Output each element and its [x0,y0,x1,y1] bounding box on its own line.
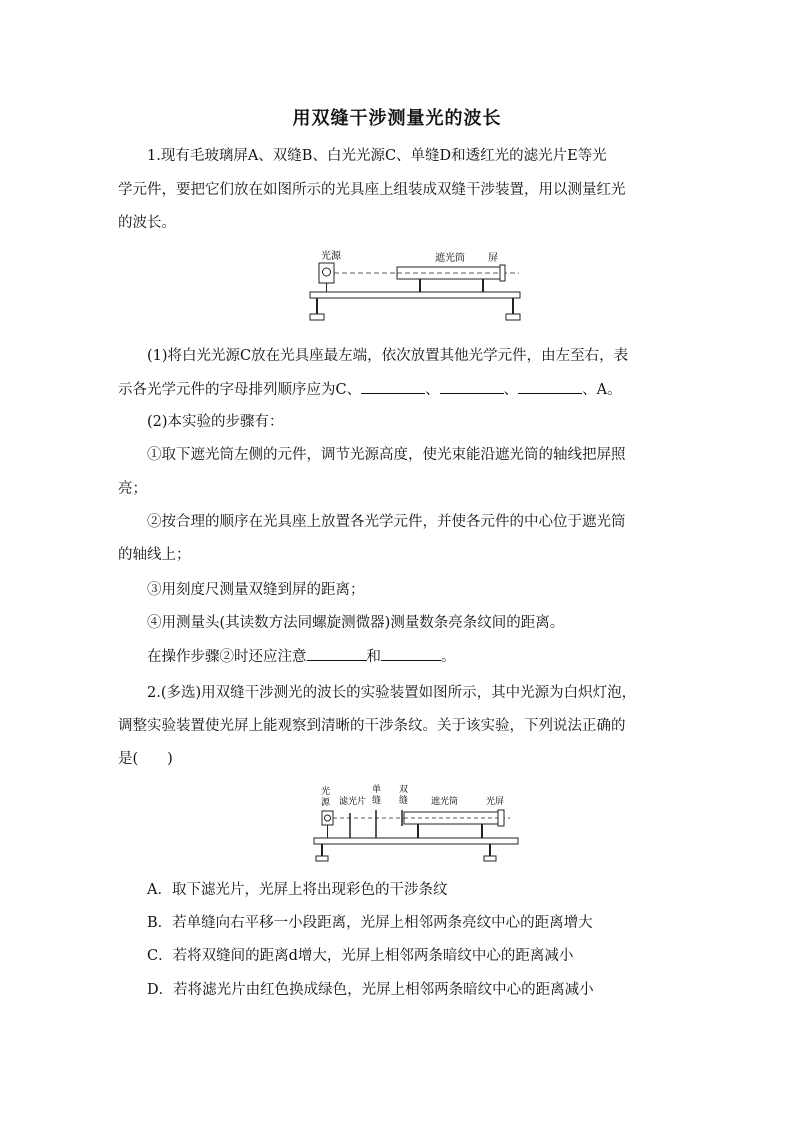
q2-apparatus-figure [310,780,522,864]
answer-blank-5[interactable] [381,646,441,661]
q1-text-line1: 1.现有毛玻璃屏A、双缝B、白光光源C、单缝D和透红光的滤光片E等光 [147,148,607,164]
answer-blank-4[interactable] [307,646,367,661]
option-b[interactable]: B．若单缝向右平移一小段距离，光屏上相邻两条亮纹中心的距离增大 [147,915,593,931]
q1-label-tube: 遮光筒 [435,253,465,264]
q2-text-line3: 是( ) [118,751,173,767]
answer-blank-3[interactable] [518,379,582,394]
step1-line2: 亮； [118,481,147,497]
step4: ④用测量头(其读数方法同螺旋测微器)测量数条亮条纹间的距离。 [147,615,565,631]
q2-label-tube: 遮光筒 [431,797,459,807]
option-c[interactable]: C．若将双缝间的距离d增大，光屏上相邻两条暗纹中心的距离减小 [147,948,574,964]
q2-label-single-2: 缝 [372,796,382,806]
step2-line1: ②按合理的顺序在光具座上放置各光学元件，并使各元件的中心位于遮光筒 [147,514,626,530]
q2-label-source-1: 光 [321,787,331,797]
step3: ③用刻度尺测量双缝到屏的距离； [147,582,365,598]
page-title: 用双缝干涉测量光的波长 [292,108,502,129]
option-a[interactable]: A．取下滤光片，光屏上将出现彩色的干涉条纹 [147,882,448,898]
note-mid: 和 [366,649,381,665]
q2-label-filter: 滤光片 [339,797,367,807]
q1-text-line2: 学元件，要把它们放在如图所示的光具座上组装成双缝干涉装置，用以测量红光 [118,182,626,198]
q2-label-single-1: 单 [372,785,382,795]
answer-blank-2[interactable] [440,379,504,394]
q2-label-screen: 光屏 [486,797,505,807]
q1-text-line3: 的波长。 [118,215,176,231]
q1-label-source: 光源 [321,251,341,262]
step1-line1: ①取下遮光筒左侧的元件，调节光源高度，使光束能沿遮光筒的轴线把屏照 [147,447,626,463]
note-prefix: 在操作步骤②时还应注意 [147,649,307,665]
q1-part1-line2 [118,379,678,400]
q1-part1-prefix: 示各光学元件的字母排列顺序应为C、 [118,382,362,398]
q1-part2-heading: (2)本实验的步骤有： [147,414,284,430]
q1-label-screen: 屏 [488,253,498,264]
q1-apparatus-figure [305,246,527,328]
q1-part1-separator: 、 [503,382,519,398]
q2-label-double-2: 缝 [399,796,409,806]
note-suffix: 。 [441,649,456,665]
q1-note-line [147,646,707,667]
q2-label-source-2: 源 [321,798,331,808]
q1-part1-suffix: 、A。 [582,382,622,398]
q1-part1-line1: (1)将白光光源C放在光具座最左端，依次放置其他光学元件，由左至右，表 [147,348,629,364]
option-d[interactable]: D．若将滤光片由红色换成绿色，光屏上相邻两条暗纹中心的距离减小 [147,982,594,998]
q2-text-line1: 2.(多选)用双缝干涉测光的波长的实验装置如图所示，其中光源为白炽灯泡， [147,685,637,701]
step2-line2: 的轴线上； [118,547,191,563]
q1-part1-separator: 、 [425,382,440,398]
q2-text-line2: 调整实验装置使光屏上能观察到清晰的干涉条纹。关于该实验，下列说法正确的 [118,718,626,734]
answer-blank-1[interactable] [361,379,425,394]
q2-label-double-1: 双 [399,785,409,795]
